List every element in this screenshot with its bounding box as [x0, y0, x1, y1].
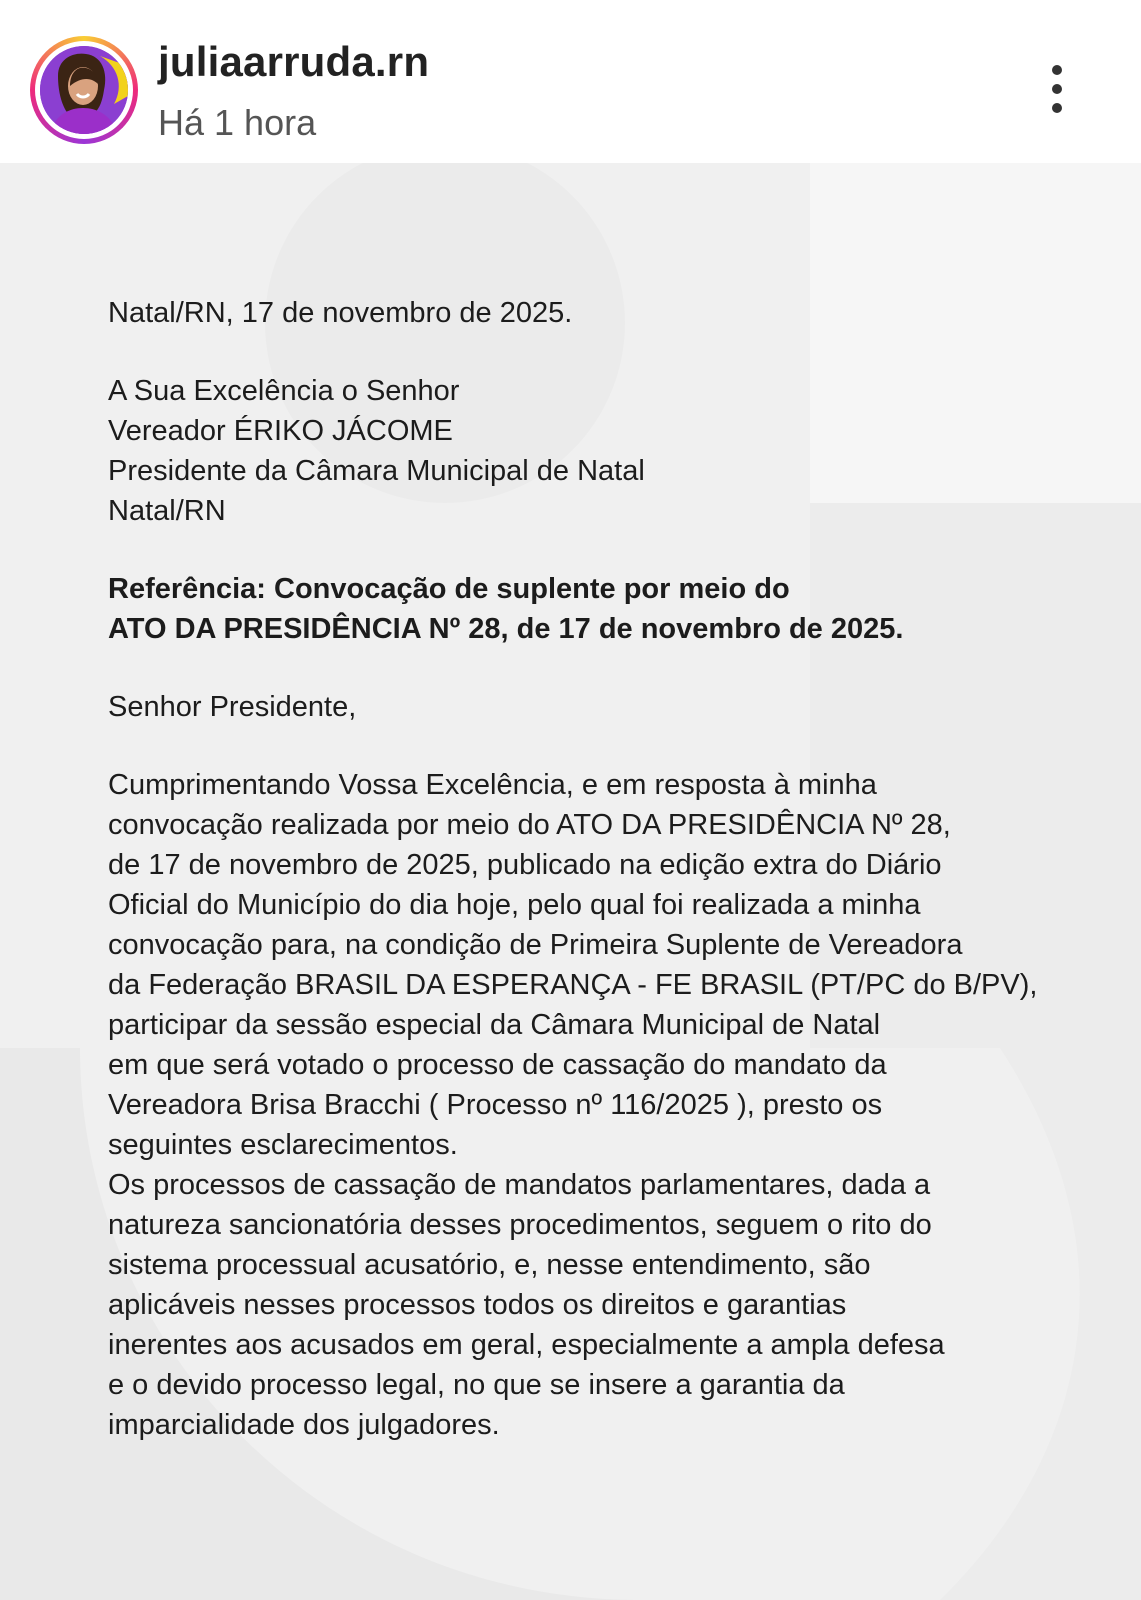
- body-line: imparcialidade dos julgadores.: [108, 1409, 500, 1441]
- post-timestamp: Há 1 hora: [158, 102, 317, 143]
- spacer: [108, 649, 1068, 687]
- reference-line: Referência: Convocação de suplente por meio do: [108, 573, 790, 605]
- salutation: Senhor Presidente,: [108, 691, 357, 723]
- spacer: [108, 333, 1068, 371]
- body-line: Vereadora Brisa Bracchi ( Processo nº 116/2025 ), presto os: [108, 1089, 883, 1121]
- body-line: de 17 de novembro de 2025, publicado na edição extra do Diário: [108, 849, 942, 881]
- avatar[interactable]: [40, 46, 128, 134]
- body-line: convocação realizada por meio do ATO DA PRESIDÊNCIA Nº 28,: [108, 809, 951, 841]
- body-line: aplicáveis nesses processos todos os direitos e garantias: [108, 1289, 847, 1321]
- post-header: [0, 0, 1141, 163]
- body-line: Oficial do Município do dia hoje, pelo qual foi realizada a minha: [108, 889, 921, 921]
- spacer: [108, 727, 1068, 765]
- story-ring[interactable]: [30, 36, 138, 144]
- body-line: sistema processual acusatório, e, nesse entendimento, são: [108, 1249, 871, 1281]
- body-line: participar da sessão especial da Câmara Municipal de Natal: [108, 1009, 881, 1041]
- recipient-line: Vereador ÉRIKO JÁCOME: [108, 415, 453, 447]
- body-line: e o devido processo legal, no que se insere a garantia da: [108, 1369, 845, 1401]
- letter-document: [108, 293, 1068, 1445]
- recipient-line: Presidente da Câmara Municipal de Natal: [108, 455, 645, 487]
- spacer: [108, 531, 1068, 569]
- avatar-ring-gap: [35, 41, 133, 139]
- body-line: Os processos de cassação de mandatos parlamentares, dada a: [108, 1169, 931, 1201]
- more-vertical-icon[interactable]: [1040, 62, 1074, 116]
- avatar-image: [40, 46, 128, 134]
- letter-date: Natal/RN, 17 de novembro de 2025.: [108, 297, 573, 329]
- post-image: [0, 163, 1141, 1600]
- body-line: em que será votado o processo de cassação do mandato da: [108, 1049, 887, 1081]
- reference-line: ATO DA PRESIDÊNCIA Nº 28, de 17 de novembro de 2025.: [108, 613, 904, 645]
- body-line: natureza sancionatória desses procedimentos, seguem o rito do: [108, 1209, 932, 1241]
- body-line: Cumprimentando Vossa Excelência, e em resposta à minha: [108, 769, 877, 801]
- body-line: da Federação BRASIL DA ESPERANÇA - FE BRASIL (PT/PC do B/PV),: [108, 969, 1038, 1001]
- recipient-line: A Sua Excelência o Senhor: [108, 375, 460, 407]
- body-line: convocação para, na condição de Primeira Suplente de Vereadora: [108, 929, 963, 961]
- body-line: seguintes esclarecimentos.: [108, 1129, 458, 1161]
- username[interactable]: juliaarruda.rn: [158, 38, 430, 85]
- body-line: inerentes aos acusados em geral, especialmente a ampla defesa: [108, 1329, 945, 1361]
- recipient-line: Natal/RN: [108, 495, 226, 527]
